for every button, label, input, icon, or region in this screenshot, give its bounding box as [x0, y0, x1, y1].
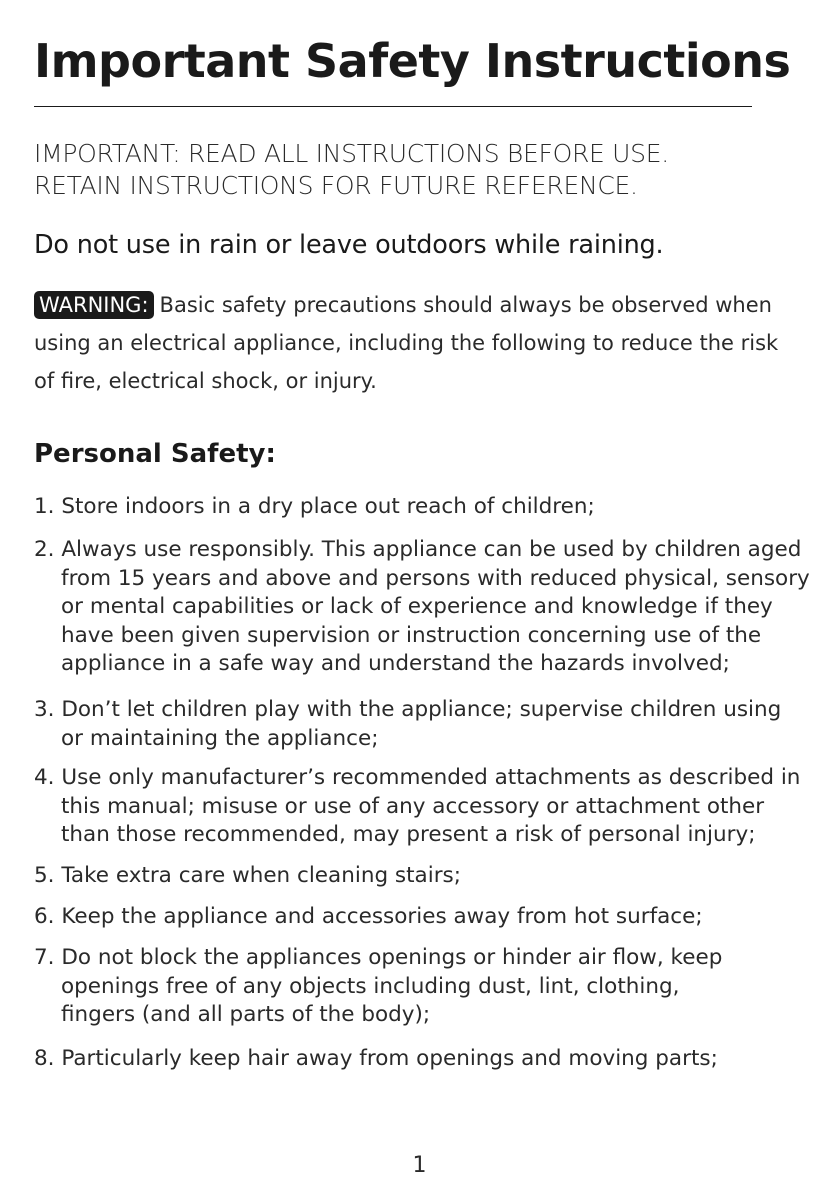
- warning-badge: WARNING:: [34, 291, 154, 319]
- warning-paragraph: [34, 286, 824, 400]
- warning-line-2: using an electrical appliance, including the following to reduce the risk: [34, 331, 779, 355]
- page-number: 1: [412, 1153, 427, 1178]
- list-item-continuation: than those recommended, may present a risk of personal injury;: [61, 822, 756, 847]
- list-item-continuation: from 15 years and above and persons with reduced physical, sensory: [61, 565, 810, 591]
- important-line-1: IMPORTANT: READ ALL INSTRUCTIONS BEFORE USE.: [34, 139, 669, 168]
- warning-line-3: of fire, electrical shock, or injury.: [34, 369, 377, 393]
- list-item-text: 5. Take extra care when cleaning stairs;: [34, 863, 461, 888]
- important-line-2: RETAIN INSTRUCTIONS FOR FUTURE REFERENCE.: [34, 171, 638, 200]
- list-item: [34, 862, 461, 891]
- list-item-continuation: have been given supervision or instruction concerning use of the: [61, 622, 762, 648]
- list-item-continuation: or maintaining the appliance;: [61, 725, 379, 751]
- title-divider: [34, 106, 752, 107]
- list-item-continuation: or mental capabilities or lack of experience and knowledge if they: [61, 594, 773, 619]
- section-heading-personal-safety: Personal Safety:: [34, 439, 276, 469]
- list-item-text: 6. Keep the appliance and accessories away from hot surface;: [34, 904, 703, 929]
- list-item: [34, 536, 810, 679]
- list-item-text: 4. Use only manufacturer’s recommended attachments as described in: [34, 765, 801, 790]
- list-item: [34, 903, 703, 932]
- list-item-text: 2. Always use responsibly. This appliance can be used by children aged: [34, 537, 802, 562]
- list-item-text: 1. Store indoors in a dry place out reach of children;: [34, 494, 595, 519]
- list-item-continuation: fingers (and all parts of the body);: [61, 1002, 431, 1027]
- page-title: Important Safety Instructions: [34, 34, 791, 88]
- list-item: [34, 696, 781, 753]
- list-item: [34, 764, 800, 850]
- list-item: [34, 1045, 718, 1074]
- rain-notice: Do not use in rain or leave outdoors while raining.: [34, 230, 664, 260]
- list-item: [34, 493, 595, 522]
- warning-line-1: [34, 286, 824, 324]
- warning-text-1: Basic safety precautions should always be observed when: [159, 293, 772, 317]
- list-item-text: 8. Particularly keep hair away from openings and moving parts;: [34, 1046, 718, 1071]
- list-item-continuation: appliance in a safe way and understand the hazards involved;: [61, 651, 730, 676]
- list-item-text: 3. Don’t let children play with the appliance; supervise children using: [34, 697, 782, 722]
- list-item-text: 7. Do not block the appliances openings or hinder air flow, keep: [34, 945, 723, 970]
- list-item: [34, 944, 722, 1030]
- list-item-continuation: openings free of any objects including dust, lint, clothing,: [61, 973, 680, 999]
- important-notice: [34, 138, 669, 202]
- list-item-continuation: this manual; misuse or use of any accessory or attachment other: [61, 793, 765, 819]
